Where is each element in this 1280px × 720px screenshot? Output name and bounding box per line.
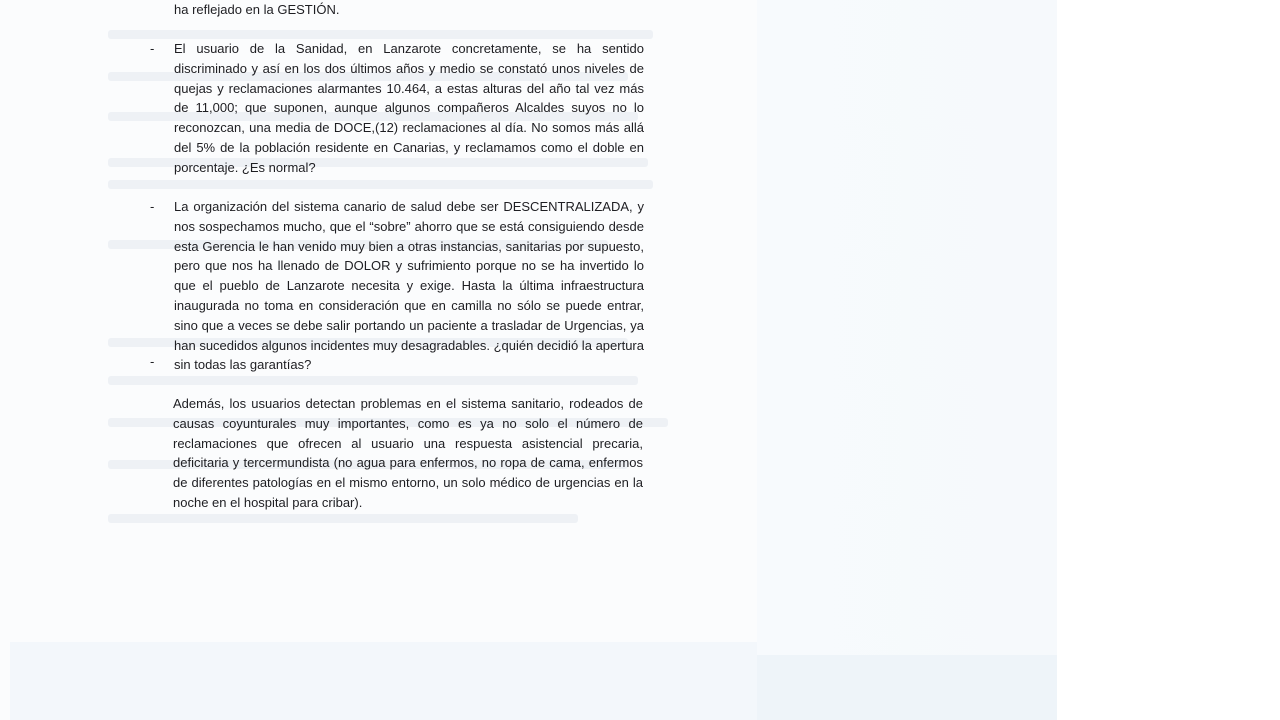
- bleed-through-line: [108, 30, 653, 39]
- bullet-dash: -: [150, 199, 155, 214]
- bleed-through-line: [108, 376, 638, 385]
- bullet-dash: -: [150, 41, 155, 56]
- closing-paragraph: Además, los usuarios detectan problemas en el sistema sanitario, rodeados de causas coyunturales muy importantes, como es ya no solo el número de reclamaciones que ofrecen al usuario una respuesta asistencial precaria, deficitaria y tercermundista (no agua para enfermos, no ropa de cama, enfermos de diferentes patologías en el mismo entorno, un solo médico de urgencias en la noche en el hospital para cribar).: [173, 396, 643, 510]
- bullet-dash-empty: -: [150, 354, 155, 369]
- bleed-through-line: [108, 514, 578, 523]
- top-line-text: ha reflejado en la GESTIÓN.: [174, 2, 340, 17]
- scan-margin: [757, 0, 1057, 720]
- bullet-paragraph-sanidad: El usuario de la Sanidad, en Lanzarote concretamente, se ha sentido discriminado y así en los dos últimos años y medio se constató unos niveles de quejas y reclamaciones alarmantes 10.464, a estas alturas del año tal vez más de 11,000; que suponen, aunque algunos compañeros Alcaldes suyos no lo reconozcan, una media de DOCE,(12) reclamaciones al día. No somos más allá del 5% de la población residente en Canarias, y reclamamos como el doble en porcentaje. ¿Es normal?: [174, 41, 644, 175]
- bullet-paragraph-organizacion: La organización del sistema canario de salud debe ser DESCENTRALIZADA, y nos sospechamos mucho, que el “sobre” ahorro que se está consiguiendo desde esta Gerencia le han venido muy bien a otras instancias, sanitarias por supuesto, pero que nos ha llenado de DOLOR y sufrimiento porque no se ha invertido lo que el pueblo de Lanzarote necesita y exige. Hasta la última infraestructura inaugurada no toma en consideración que en camilla no sólo se puede entrar, sino que a veces se debe salir portando un paciente a trasladar de Urgencias, ya han sucedidos algunos incidentes muy desagradables. ¿quién decidió la apertura sin todas las garantías?: [174, 199, 644, 373]
- bleed-through-line: [108, 180, 653, 189]
